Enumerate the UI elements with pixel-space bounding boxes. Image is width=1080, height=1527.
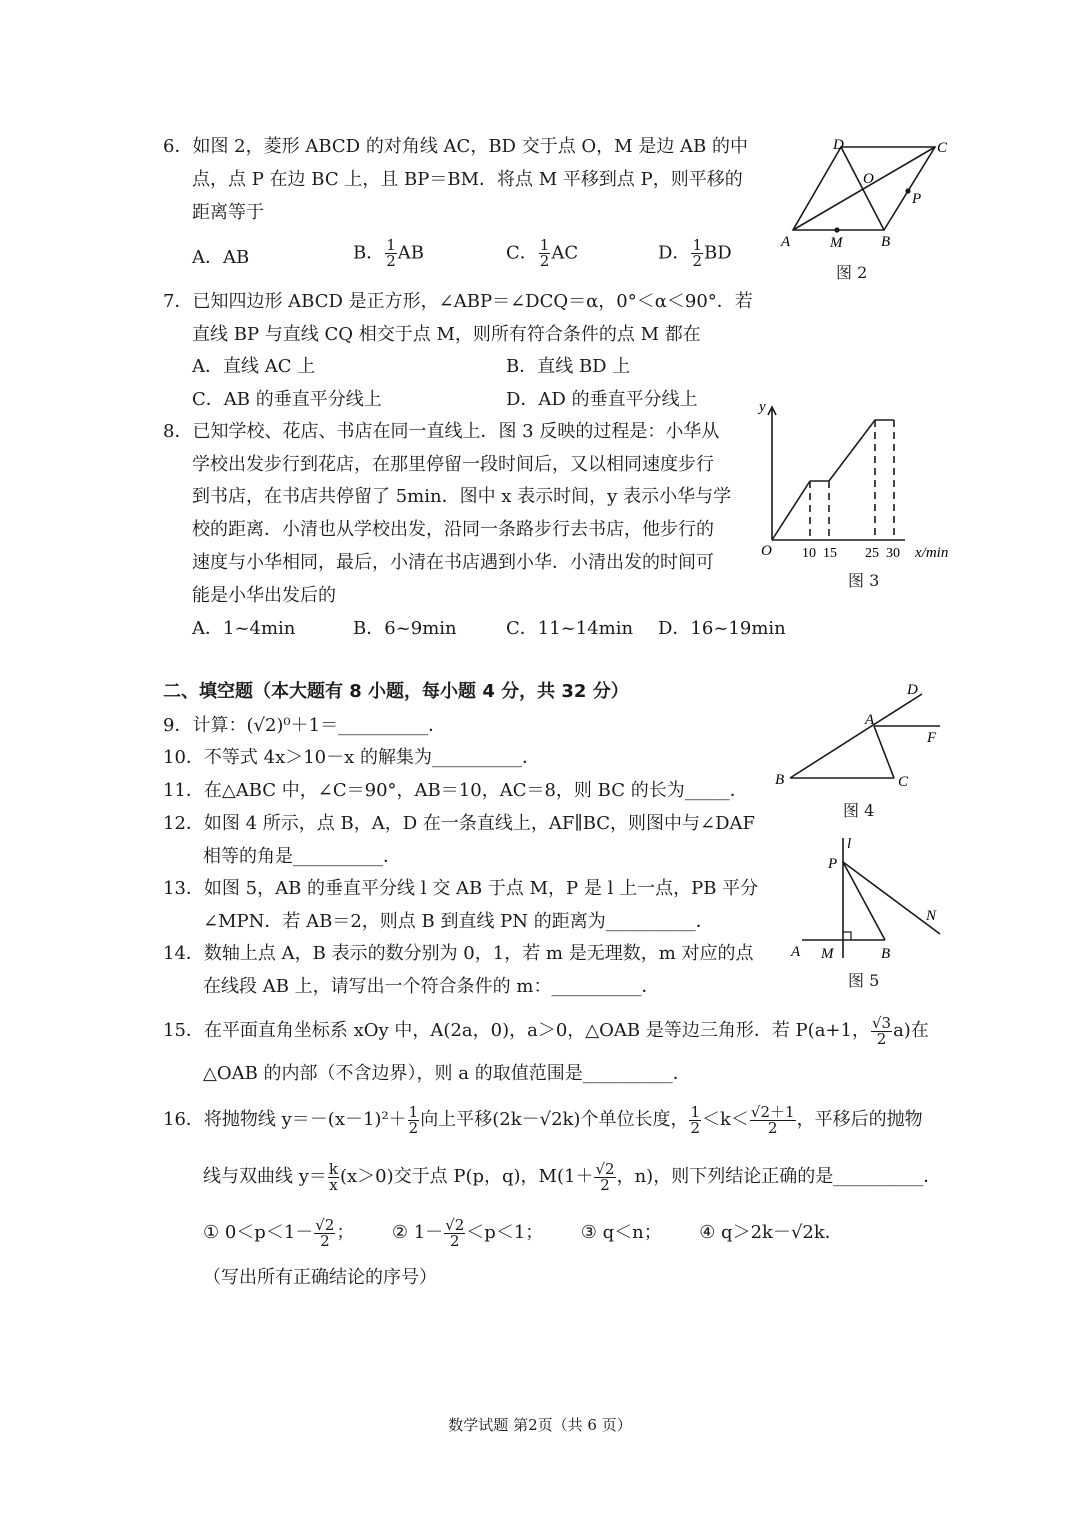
option-prefix: D．: [658, 242, 691, 264]
label-l: l: [847, 836, 852, 852]
label-m: M: [830, 235, 843, 251]
figure-4-caption: 图 4: [843, 801, 875, 820]
q12-line1: 12．如图 4 所示，点 B，A，D 在一条直线上，AF∥BC，则图中与∠DAF: [163, 813, 756, 834]
option-text: AC: [551, 242, 579, 264]
label-d: D: [907, 682, 918, 698]
q7-option-d: D．AD 的垂直平分线上: [506, 389, 698, 410]
point-p: [905, 188, 910, 193]
label-n: N: [926, 908, 937, 924]
label-b: B: [881, 946, 891, 962]
q8-option-a: A．1~4min: [192, 618, 296, 639]
fraction: $\frac{k}{x}$: [328, 1159, 338, 1194]
label-f: F: [927, 730, 937, 746]
q14-line1: 14．数轴上点 A，B 表示的数分别为 0，1，若 m 是无理数，m 对应的点: [163, 943, 754, 964]
section-2-title: 二、填空题（本大题有 8 小题，每小题 4 分，共 32 分）: [163, 681, 629, 702]
label-m: M: [821, 946, 834, 962]
diagonal-ac: [793, 147, 935, 230]
fraction: $\frac{√2}{2}$: [595, 1159, 615, 1194]
q13-line2: ∠MPN．若 AB＝2，则点 B 到直线 PN 的距离为__________．: [203, 911, 714, 932]
q7-option-c: C．AB 的垂直平分线上: [192, 389, 382, 410]
q16-line1: [163, 1101, 923, 1139]
label-a: A: [865, 712, 875, 728]
label-b: B: [775, 772, 785, 788]
label-p: P: [912, 191, 922, 207]
q16-text-d: ，平移后的抛物: [796, 1109, 923, 1130]
q15-line2: △OAB 的内部（不含边界），则 a 的取值范围是__________．: [203, 1063, 691, 1084]
fraction-sqrt3-over-2: $\frac{√3}{2}$: [871, 1013, 892, 1048]
page-footer: 数学试题 第2页（共 6 页）: [448, 1416, 632, 1434]
q8-line6: 能是小华出发后的: [192, 585, 336, 606]
y-axis-label: y: [759, 399, 766, 415]
q8-line5: 速度与小华相同，最后，小清在书店遇到小华．小清出发的时间可: [192, 552, 714, 573]
q15-line1-text: 15．在平面直角坐标系 xOy 中，A(2a，0)，a＞0，△OAB 是等边三角形．若 P(a+1，: [163, 1020, 870, 1041]
fraction-half: $\frac{1}{2}$: [692, 236, 702, 270]
figure-2-rhombus: [775, 130, 965, 265]
q7-option-a: A．直线 AC 上: [192, 356, 316, 377]
point-m: [834, 227, 839, 232]
q14-line2: 在线段 AB 上，请写出一个符合条件的 m：__________．: [203, 976, 660, 997]
label-o: O: [863, 171, 874, 187]
q6-line1: 6．如图 2，菱形 ABCD 的对角线 AC，BD 交于点 O，M 是边 AB 的中: [163, 136, 749, 157]
fraction: $\frac{1}{2}$: [408, 1102, 419, 1137]
label-a: A: [791, 944, 801, 960]
label-a: A: [781, 234, 791, 250]
q16-line2: [203, 1158, 941, 1196]
right-angle-mark: [843, 932, 851, 940]
tick-25: 25: [865, 546, 879, 561]
q7-line2: 直线 BP 与直线 CQ 相交于点 M，则所有符合条件的点 M 都在: [192, 324, 701, 345]
tick-15: 15: [823, 546, 837, 561]
q8-line4: 校的距离．小清也从学校出发，沿同一条路步行去书店，他步行的: [192, 519, 714, 540]
origin-label: O: [761, 543, 772, 559]
figure-5-caption: 图 5: [848, 971, 880, 990]
q8-line2: 学校出发步行到花店，在那里停留一段时间后，又以相同速度步行: [192, 454, 714, 475]
q15-line1-end: a)在: [893, 1020, 929, 1041]
q6-option-a: A．AB: [192, 247, 250, 268]
q8-line3: 到书店，在书店共停留了 5min．图中 x 表示时间，y 表示小华与学: [192, 486, 732, 507]
q6-option-c: [506, 238, 578, 269]
conclusion-2: ② 1－ $\frac{√2}{2}$ ＜p＜1；: [391, 1215, 544, 1250]
q6-option-d: [658, 238, 732, 269]
fraction: $\frac{√2+1}{2}$: [750, 1102, 795, 1137]
q16-text-c: ＜k＜: [702, 1109, 749, 1130]
figure-4-triangle: [770, 680, 950, 795]
fraction: $\frac{1}{2}$: [690, 1102, 700, 1137]
q6-option-b: [353, 238, 424, 269]
figure-2-caption: 图 2: [836, 263, 868, 282]
fraction-half: $\frac{1}{2}$: [386, 236, 396, 270]
conclusion-4: ④ q＞2k－√2k．: [699, 1222, 843, 1243]
distance-line-start: [772, 481, 810, 540]
figure-3-caption: 图 3: [848, 571, 880, 590]
q16-note: （写出所有正确结论的序号）: [203, 1267, 437, 1288]
option-prefix: C．: [506, 242, 538, 264]
label-d: D: [833, 137, 844, 153]
line-bad: [790, 694, 922, 778]
segment-pb: [843, 862, 885, 940]
q7-line1: 7．已知四边形 ABCD 是正方形，∠ABP＝∠DCQ＝α，0°＜α＜90°．若: [163, 291, 753, 312]
q13-line1: 13．如图 5，AB 的垂直平分线 l 交 AB 于点 M，P 是 l 上一点，PB 平分: [163, 878, 759, 899]
label-c: C: [898, 774, 909, 790]
q11-text: 11．在△ABC 中，∠C＝90°，AB＝10，AC＝8，则 BC 的长为_____．: [163, 780, 748, 801]
q16-text-f: (x＞0)交于点 P(p，q)，M(1＋: [339, 1166, 594, 1187]
fraction-half: $\frac{1}{2}$: [539, 236, 550, 270]
q10-text: 10．不等式 4x＞10－x 的解集为__________．: [163, 747, 541, 768]
tick-10: 10: [802, 546, 816, 561]
q16-text-b: 向上平移(2k－√2k)个单位长度，: [420, 1109, 689, 1130]
option-text: BD: [703, 242, 732, 264]
q16-text-e: 线与双曲线 y＝: [203, 1166, 327, 1187]
q16-text-g: ，n)，则下列结论正确的是__________．: [616, 1166, 942, 1187]
q8-option-c: C．11~14min: [506, 618, 634, 639]
x-axis-label: x/min: [915, 545, 949, 561]
segment-ac: [874, 726, 894, 778]
q8-option-b: B．6~9min: [353, 618, 457, 639]
option-text: AB: [397, 242, 425, 264]
tick-30: 30: [886, 546, 900, 561]
distance-line: [810, 420, 894, 481]
label-p: P: [828, 856, 838, 872]
option-prefix: B．: [353, 242, 385, 264]
q9-text: 9．计算：(√2)⁰＋1＝__________．: [163, 715, 447, 736]
q8-option-d: D．16~19min: [658, 618, 786, 639]
q16-text-a: 16．将抛物线 y＝－(x－1)²＋: [163, 1109, 407, 1130]
conclusion-3: ③ q＜n；: [580, 1222, 662, 1243]
label-c: C: [937, 140, 948, 156]
q6-line3: 距离等于: [192, 202, 264, 223]
q12-line2: 相等的角是__________．: [203, 846, 401, 867]
q7-option-b: B．直线 BD 上: [506, 356, 631, 377]
q6-line2: 点，点 P 在边 BC 上，且 BP＝BM．将点 M 平移到点 P，则平移的: [192, 169, 743, 190]
q15-line1: [163, 1012, 929, 1050]
conclusion-1: ① 0＜p＜1－ $\frac{√2}{2}$ ；: [203, 1215, 355, 1250]
figure-5-bisector: [780, 830, 945, 970]
label-b: B: [881, 234, 891, 250]
diagonal-bd: [841, 147, 884, 230]
q8-line1: 8．已知学校、花店、书店在同一直线上．图 3 反映的过程是：小华从: [163, 421, 720, 442]
q16-conclusions: [203, 1214, 843, 1252]
figure-3-graph: [755, 395, 965, 570]
